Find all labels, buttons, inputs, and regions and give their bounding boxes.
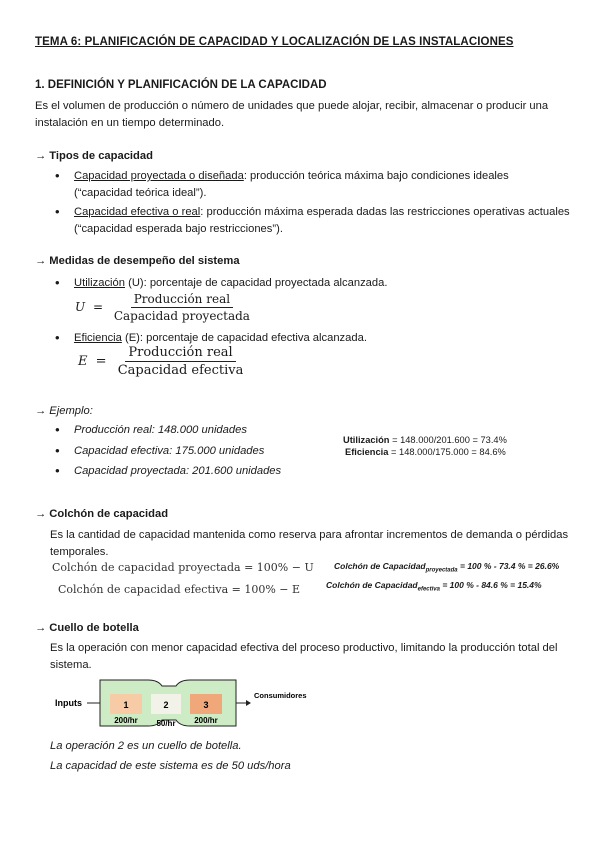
list-item: [55, 204, 575, 237]
list-item: [55, 463, 335, 480]
ejemplo-item: Producción real: 148.000 unidades: [74, 424, 247, 436]
result-value: = 100 % - 73.4 % = 26.6%: [457, 561, 560, 571]
station-2-id: 2: [163, 700, 169, 710]
result-subscript: efectiva: [417, 586, 440, 593]
consumidores-label: Consumidores: [254, 691, 307, 700]
ejemplo-item: Capacidad proyectada: 201.600 unidades: [74, 465, 282, 477]
station-3-rate: 200/hr: [194, 716, 218, 725]
formula-op: =: [95, 354, 107, 369]
result-value: = 148.000/175.000 = 84.6%: [388, 447, 506, 457]
station-1-rate: 200/hr: [114, 716, 138, 725]
output-arrow-head: [246, 700, 251, 706]
utilizacion-result: [343, 435, 507, 445]
definition-line-1: Es el volumen de producción o número de unidades que puede alojar, recibir, almacenar o producir una: [35, 100, 549, 112]
result-value: = 148.000/201.600 = 73.4%: [389, 435, 507, 445]
ejemplo-item: Capacidad efectiva: 175.000 unidades: [74, 444, 265, 457]
tipo-desc: : producción teórica máxima bajo condiciones ideales: [243, 170, 509, 182]
result-subscript: proyectada: [425, 567, 458, 574]
formula-op: =: [92, 300, 104, 314]
station-3-id: 3: [203, 700, 209, 710]
formula-numerator: Producción real: [125, 345, 235, 362]
medidas-heading: → Medidas de desempeño del sistema: [35, 255, 240, 267]
colchon-formula-proyectada: Colchón de capacidad proyectada = 100% − U: [52, 561, 314, 574]
tipo-desc: : producción máxima esperada dadas las restricciones operativas actuales: [200, 206, 570, 218]
colchon-heading: → Colchón de capacidad: [35, 508, 169, 520]
result-label: Eficiencia: [345, 447, 389, 457]
cuello-note-1: La operación 2 es un cuello de botella.: [50, 740, 242, 752]
list-item: [55, 422, 335, 439]
cuello-line-2: sistema.: [50, 658, 92, 671]
formula-var: E: [78, 354, 88, 369]
ejemplo-heading: → Ejemplo:: [35, 405, 93, 417]
tipo-desc-2: (“capacidad esperada bajo restricciones”).: [74, 222, 283, 235]
tipos-heading: → Tipos de capacidad: [35, 150, 153, 162]
formula-denominator: Capacidad efectiva: [117, 363, 244, 378]
result-label: Colchón de Capacidad: [326, 580, 418, 590]
station-1-id: 1: [123, 700, 129, 710]
definition-line-2: instalación en un tiempo determinado.: [35, 116, 225, 129]
list-item: [55, 443, 335, 460]
formula-fraction: [111, 292, 253, 323]
formula-var: U: [75, 300, 86, 314]
colchon-formula-efectiva: Colchón de capacidad efectiva = 100% − E: [58, 583, 301, 596]
formula-numerator: Producción real: [131, 292, 233, 308]
tipo-term: Capacidad efectiva o real: [74, 206, 201, 218]
medida-desc: (E): porcentaje de capacidad efectiva alcanzada.: [121, 332, 367, 344]
colchon-result-efectiva: [326, 580, 542, 593]
ejemplo-list: [55, 422, 335, 480]
formula-fraction: [115, 345, 247, 378]
utilizacion-formula: [75, 292, 253, 323]
eficiencia-formula: [78, 345, 246, 378]
colchon-result-proyectada: [334, 561, 559, 574]
bottleneck-diagram: [50, 676, 310, 728]
colchon-paragraph: [50, 527, 590, 560]
definition-paragraph: [35, 98, 575, 131]
inputs-label: Inputs: [55, 698, 82, 708]
tipo-term: Capacidad proyectada o diseñada: [74, 170, 244, 182]
cuello-note-2: La capacidad de este sistema es de 50 uds/hora: [50, 760, 291, 772]
result-label: Utilización: [343, 435, 390, 445]
medidas-list: [55, 275, 575, 292]
eficiencia-result: [345, 447, 506, 457]
page-title: TEMA 6: PLANIFICACIÓN DE CAPACIDAD Y LOCALIZACIÓN DE LAS INSTALACIONES: [35, 36, 514, 48]
formula-denominator: Capacidad proyectada: [113, 309, 250, 323]
medida-desc: (U): porcentaje de capacidad proyectada alcanzada.: [124, 277, 388, 289]
tipo-desc-2: (“capacidad teórica ideal”).: [74, 186, 207, 199]
medida-term: Utilización: [74, 277, 125, 289]
colchon-line-2: temporales.: [50, 545, 109, 558]
cuello-heading: → Cuello de botella: [35, 622, 139, 634]
cuello-line-1: Es la operación con menor capacidad efectiva del proceso productivo, limitando la producción total del: [50, 642, 558, 654]
medida-term: Eficiencia: [74, 332, 122, 344]
section-heading-capacidad: 1. DEFINICIÓN Y PLANIFICACIÓN DE LA CAPACIDAD: [35, 79, 327, 91]
station-2-rate: 50/hr: [156, 719, 176, 728]
result-label: Colchón de Capacidad: [334, 561, 426, 571]
list-item: [55, 275, 575, 292]
colchon-line-1: Es la cantidad de capacidad mantenida como reserva para afrontar incrementos de demanda o pérdidas: [50, 529, 569, 541]
result-value: = 100 % - 84.6 % = 15.4%: [439, 580, 542, 590]
cuello-paragraph: [50, 640, 590, 673]
tipos-list: [55, 168, 575, 237]
list-item: [55, 168, 575, 201]
